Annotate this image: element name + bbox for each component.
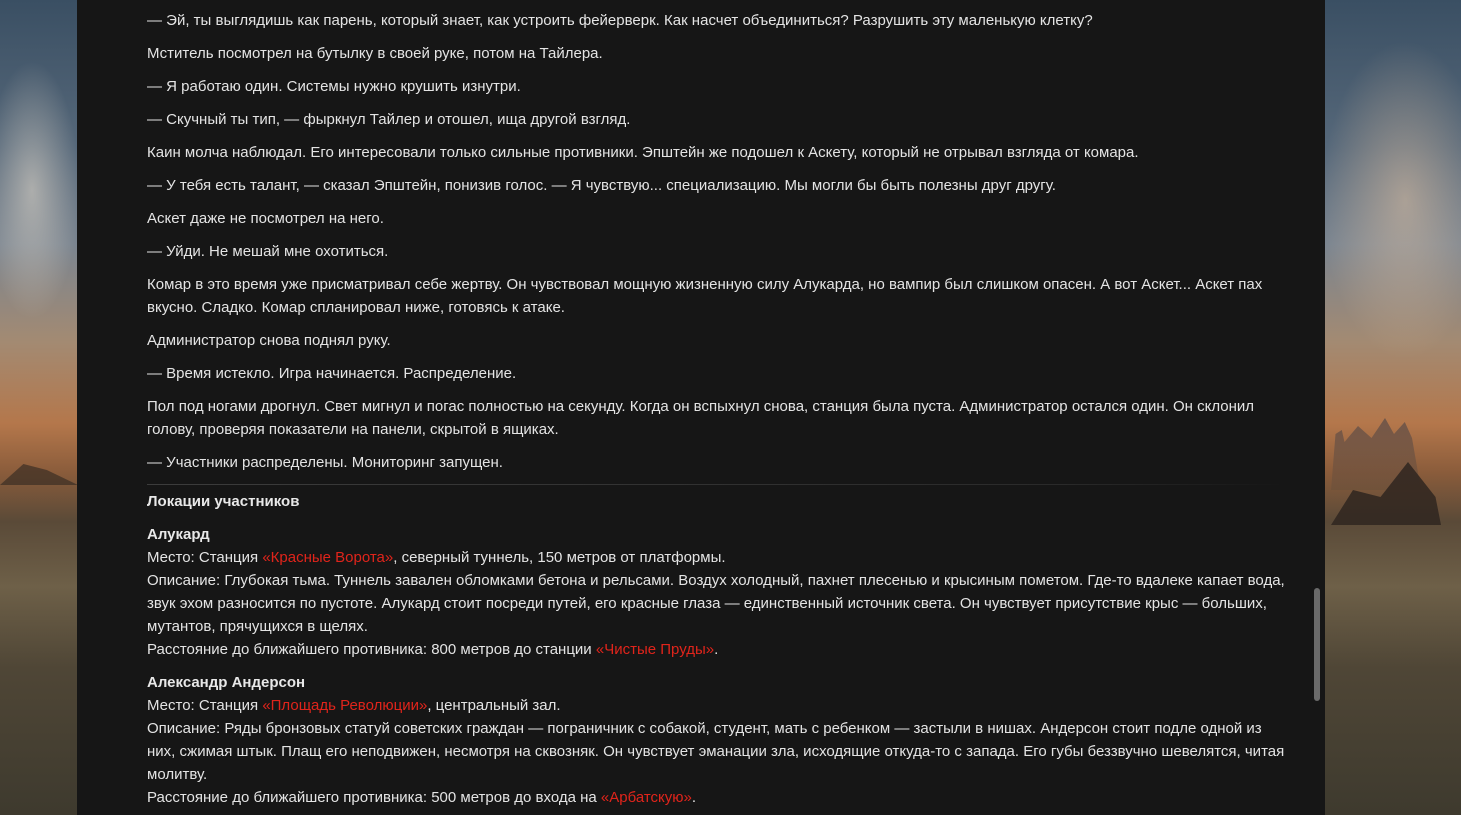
story-paragraph: Комар в это время уже присматривал себе жертву. Он чувствовал мощную жизненную силу Алукарда, но вампир был слишком опасен. А вот Аскет... Аскет пах вкусно. Сладко. Комар спланировал ниже, готовясь к атаке. (147, 276, 1263, 316)
location-place: Место: Станция «Красные Ворота», северный туннель, 150 метров от платформы. (147, 549, 726, 566)
participant-name: Алукард (147, 526, 210, 543)
location-description: Описание: Глубокая тьма. Туннель завален обломками бетона и рельсами. Воздух холодный, пахнет плесенью и крысиным пометом. Где-то вдалеке капает вода, звук эхом разносится по пустоте. Алукард стоит посреди путей, его красные глаза — единственный источник света. Он чувствует присутствие крыс — больших, мутантов, прячущихся в щелях. (147, 572, 1285, 635)
story-paragraph: Аскет даже не посмотрел на него. (147, 210, 384, 227)
story-paragraph: — Эй, ты выглядишь как парень, который знает, как устроить фейерверк. Как насчет объединиться? Разрушить эту маленькую клетку? (147, 12, 1093, 29)
story-paragraph: — Я работаю один. Системы нужно крушить изнутри. (147, 78, 521, 95)
location-entry (147, 671, 1287, 809)
station-link[interactable]: «Чистые Пруды» (595, 641, 715, 658)
reading-panel[interactable] (77, 0, 1325, 815)
location-distance: Расстояние до ближайшего противника: 800 метров до станции «Чистые Пруды». (147, 641, 719, 658)
story-paragraph: Мститель посмотрел на бутылку в своей руке, потом на Тайлера. (147, 45, 603, 62)
station-link[interactable]: «Арбатскую» (600, 789, 692, 806)
story-paragraph: Администратор снова поднял руку. (147, 332, 391, 349)
scrollbar-thumb[interactable] (1314, 588, 1320, 701)
station-link[interactable]: «Площадь Революции» (262, 697, 428, 714)
story-paragraph: — Уйди. Не мешай мне охотиться. (147, 243, 389, 260)
background-cloud-left (0, 60, 80, 320)
location-entry (147, 523, 1287, 661)
location-distance: Расстояние до ближайшего противника: 500 метров до входа на «Арбатскую». (147, 789, 697, 806)
story-paragraph: — Время истекло. Игра начинается. Распределение. (147, 365, 517, 382)
location-description: Описание: Ряды бронзовых статуй советских граждан — пограничник с собакой, студент, мать с ребенком — застыли в нишах. Андерсон стоит подле одной из них, сжимая штык. Плащ его неподвижен, несмотря на сквозняк. Он чувствует эманации зла, исходящие откуда-то с запада. Его губы беззвучно шевелятся, читая молитву. (147, 720, 1285, 783)
participant-name: Александр Андерсон (147, 674, 306, 691)
story-paragraph: — У тебя есть талант, — сказал Эпштейн, понизив голос. — Я чувствую... специализацию. Мы могли бы быть полезны друг другу. (147, 177, 1056, 194)
section-divider (147, 484, 1287, 485)
story-paragraph: — Скучный ты тип, — фыркнул Тайлер и отошел, ища другой взгляд. (147, 111, 631, 128)
station-link[interactable]: «Красные Ворота» (262, 549, 394, 566)
location-place: Место: Станция «Площадь Революции», центральный зал. (147, 697, 561, 714)
locations-title: Локации участников (147, 493, 300, 510)
background-cloud-right (1321, 40, 1461, 360)
story-paragraph: Каин молча наблюдал. Его интересовали только сильные противники. Эпштейн же подошел к Аскету, который не отрывал взгляда от комара. (147, 144, 1139, 161)
story-paragraph: Пол под ногами дрогнул. Свет мигнул и погас полностью на секунду. Когда он вспыхнул снова, станция была пуста. Администратор остался один. Он склонил голову, проверяя показатели на панели, скрытой в ящиках. (147, 398, 1255, 438)
story-paragraph: — Участники распределены. Мониторинг запущен. (147, 454, 503, 471)
